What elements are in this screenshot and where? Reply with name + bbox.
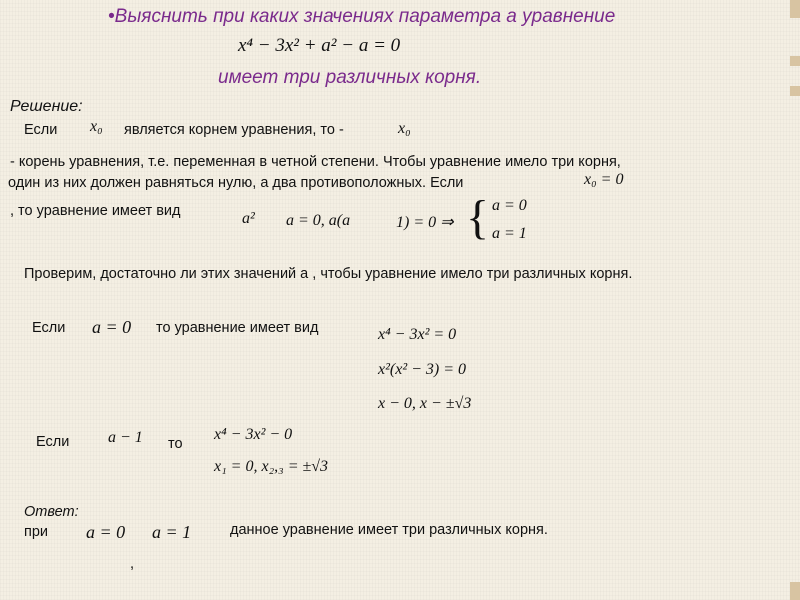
answer-value-2: a = 1 [152, 522, 192, 542]
answer-heading: Ответ: [24, 504, 79, 520]
minus-x0-symbol: x₀ [398, 120, 411, 137]
decor-bar-1 [790, 56, 800, 66]
title-equation: x⁴ − 3x² + a² − a = 0 [238, 35, 401, 56]
system-eq-2: a = 1 [492, 225, 527, 242]
case-a0-then: то уравнение имеет вид [156, 320, 319, 336]
if-label-1: Если [24, 122, 58, 138]
case-a1-if: Если [36, 434, 70, 450]
answer-comma: , [130, 556, 135, 572]
case-a1-condition: a − 1 [108, 429, 143, 446]
case-a0-eq-3: x − 0, x − ±√3 [378, 395, 472, 412]
eq-a-squared: a² [242, 210, 255, 227]
decor-bar-top [790, 0, 800, 18]
answer-at: при [24, 524, 49, 540]
system-brace: { [466, 191, 490, 244]
case-a1-eq-2: x₁ = 0, x₂,₃ = ±√3 [214, 458, 329, 475]
title-line-2: имеет три различных корня. [218, 67, 482, 88]
answer-value-1: a = 0 [86, 522, 126, 542]
x0-symbol: x₀ [90, 118, 103, 135]
case-a1-then: то [168, 436, 183, 452]
eq-middle-part: a = 0, a(a [286, 212, 351, 229]
solution-line-2: - корень уравнения, т.е. переменная в четной степени. Чтобы уравнение имело три корня, [10, 154, 621, 170]
case-a0-if: Если [32, 320, 66, 336]
solution-line-4: , то уравнение имеет вид [10, 203, 181, 219]
is-root-text: является корнем уравнения, то - [124, 122, 344, 138]
system-eq-1: a = 0 [492, 197, 527, 214]
case-a0-eq-2: x²(x² − 3) = 0 [378, 361, 467, 378]
decor-bar-2 [790, 86, 800, 96]
case-a0-condition: a = 0 [92, 317, 132, 337]
decor-bar-bottom [790, 582, 800, 600]
solution-heading: Решение: [10, 98, 83, 115]
x0-zero-expr: x₀ = 0 [584, 171, 624, 188]
case-a1-eq-1: x⁴ − 3x² − 0 [214, 426, 293, 443]
check-text: Проверим, достаточно ли этих значений а , чтобы уравнение имело три различных корня. [24, 266, 633, 282]
solution-line-3: один из них должен равняться нулю, а два противоположных. Если [8, 175, 464, 191]
eq-middle-part-2: 1) = 0 ⇒ [396, 214, 454, 231]
case-a0-eq-1: x⁴ − 3x² = 0 [378, 326, 457, 343]
answer-text: данное уравнение имеет три различных корня. [230, 522, 548, 538]
title-line-1: •Выяснить при каких значениях параметра а уравнение [108, 6, 616, 27]
